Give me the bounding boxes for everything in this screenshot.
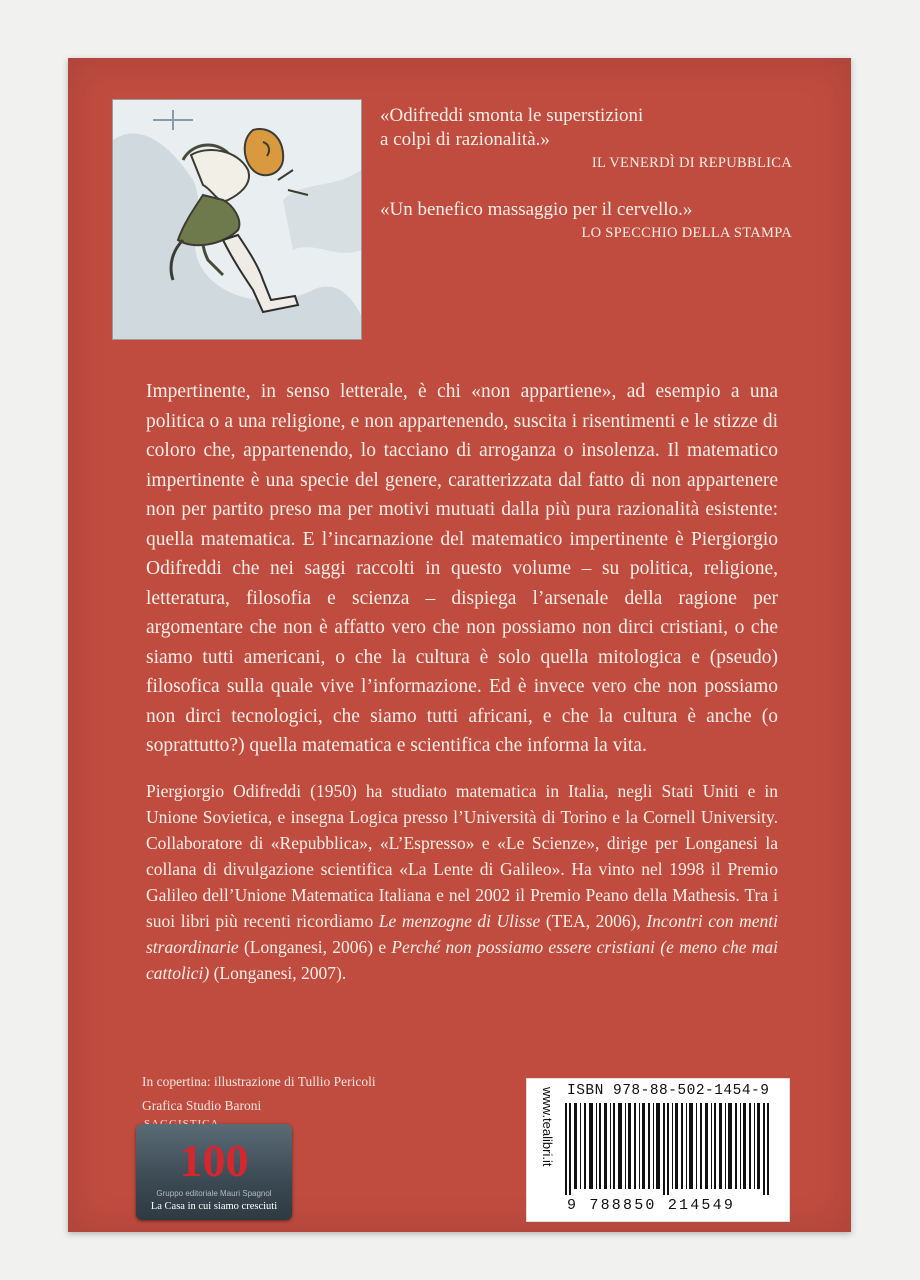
press-quotes xyxy=(380,104,792,268)
author-bio xyxy=(146,778,778,986)
cover-illustration xyxy=(112,99,362,340)
book-back-cover xyxy=(68,58,851,1232)
design-credit: Grafica Studio Baroni xyxy=(142,1098,262,1113)
svg-text:100: 100 xyxy=(179,1135,249,1184)
blurb-paragraph: Impertinente, in senso letterale, è chi «non appartiene», ad esempio a una politica o a una religione, e non appartenendo, suscita i risentimenti e le stizze di coloro che, appartenendo, lo tacciano di arroganza o insolenza. Il matematico impertinente è una specie del genere, caratterizzata dal fatto di non appartenere non per partito preso ma per motivi mutuati dalla più pura razionalità esistente: quella matematica. E l’incarnazione del matematico impertinente è Piergiorgio Odifreddi che nei saggi raccolti in questo volume – su politica, religione, letteratura, filosofia e scienza – dispiega l’arsenale della ragione per argomentare che non è affatto vero che non possiamo non dirci cristiani, o che siamo tutti americani, o che la cultura è solo quella mitologica e (pseudo) filosofica sulla quale vive l’informazione. Ed è invece vero che non possiamo non dirci tecnologici, che siamo tutti africani, e che la cultura è anche (o soprattutto?) quella matematica e scientifica che informa la vita. xyxy=(146,381,778,756)
dancing-figure-illustration xyxy=(113,100,361,339)
quote-text: a colpi di razionalità.» xyxy=(380,129,550,150)
book-title: Perché non possiamo essere cristiani (e meno che mai cattolici) xyxy=(146,937,778,983)
illustration-credit: In copertina: illustrazione di Tullio Pericoli xyxy=(142,1074,376,1089)
anniversary-logo-icon xyxy=(164,1132,264,1184)
sticker-caption: La Casa in cui siamo cresciuti xyxy=(150,1201,278,1212)
bio-text: Piergiorgio Odifreddi (1950) ha studiato matematica in Italia, negli Stati Uniti e in Unione Sovietica, e insegna Logica presso l’Università di Torino e la Cornell University. Collaboratore di «Repubblica», «L’Espresso» e «Le Scienze», dirige per Longanesi la collana di divulgazione scientifica «La Lente di Galileo». Ha vinto nel 1998 il Premio Galileo dell’Unione Matematica Italiana e nel 2002 il Premio Peano della Mathesis. Tra i suoi libri più recenti ricordiamo xyxy=(146,781,778,931)
book-title: Le menzogne di Ulisse xyxy=(378,911,541,931)
cover-credits xyxy=(142,1070,376,1118)
press-quote xyxy=(380,104,792,172)
book-blurb xyxy=(146,377,778,761)
isbn-label: ISBN 978-88-502-1454-9 xyxy=(567,1083,770,1099)
bio-text: (Longanesi, 2007). xyxy=(209,963,347,983)
barcode-bars xyxy=(561,1103,781,1195)
bio-text: (TEA, 2006), xyxy=(540,911,647,931)
quote-source: IL VENERDÌ DI REPUBBLICA xyxy=(591,155,792,171)
bio-paragraph xyxy=(146,778,778,986)
barcode-panel xyxy=(526,1078,790,1222)
barcode-digits: 9 788850 214549 xyxy=(567,1197,736,1214)
bio-text: (Longanesi, 2006) e xyxy=(238,937,392,957)
quote-text: «Odifreddi smonta le superstizioni xyxy=(380,105,644,126)
press-quote xyxy=(380,198,792,242)
publisher-sticker xyxy=(136,1124,292,1220)
publisher-url: www.tealibri.it xyxy=(540,1087,555,1167)
book-title: Incontri con menti straordinarie xyxy=(146,911,778,957)
sticker-subcaption: Gruppo editoriale Mauri Spagnol xyxy=(156,1189,272,1198)
quote-source: LO SPECCHIO DELLA STAMPA xyxy=(581,225,792,241)
quote-text: «Un benefico massaggio per il cervello.» xyxy=(380,199,693,220)
